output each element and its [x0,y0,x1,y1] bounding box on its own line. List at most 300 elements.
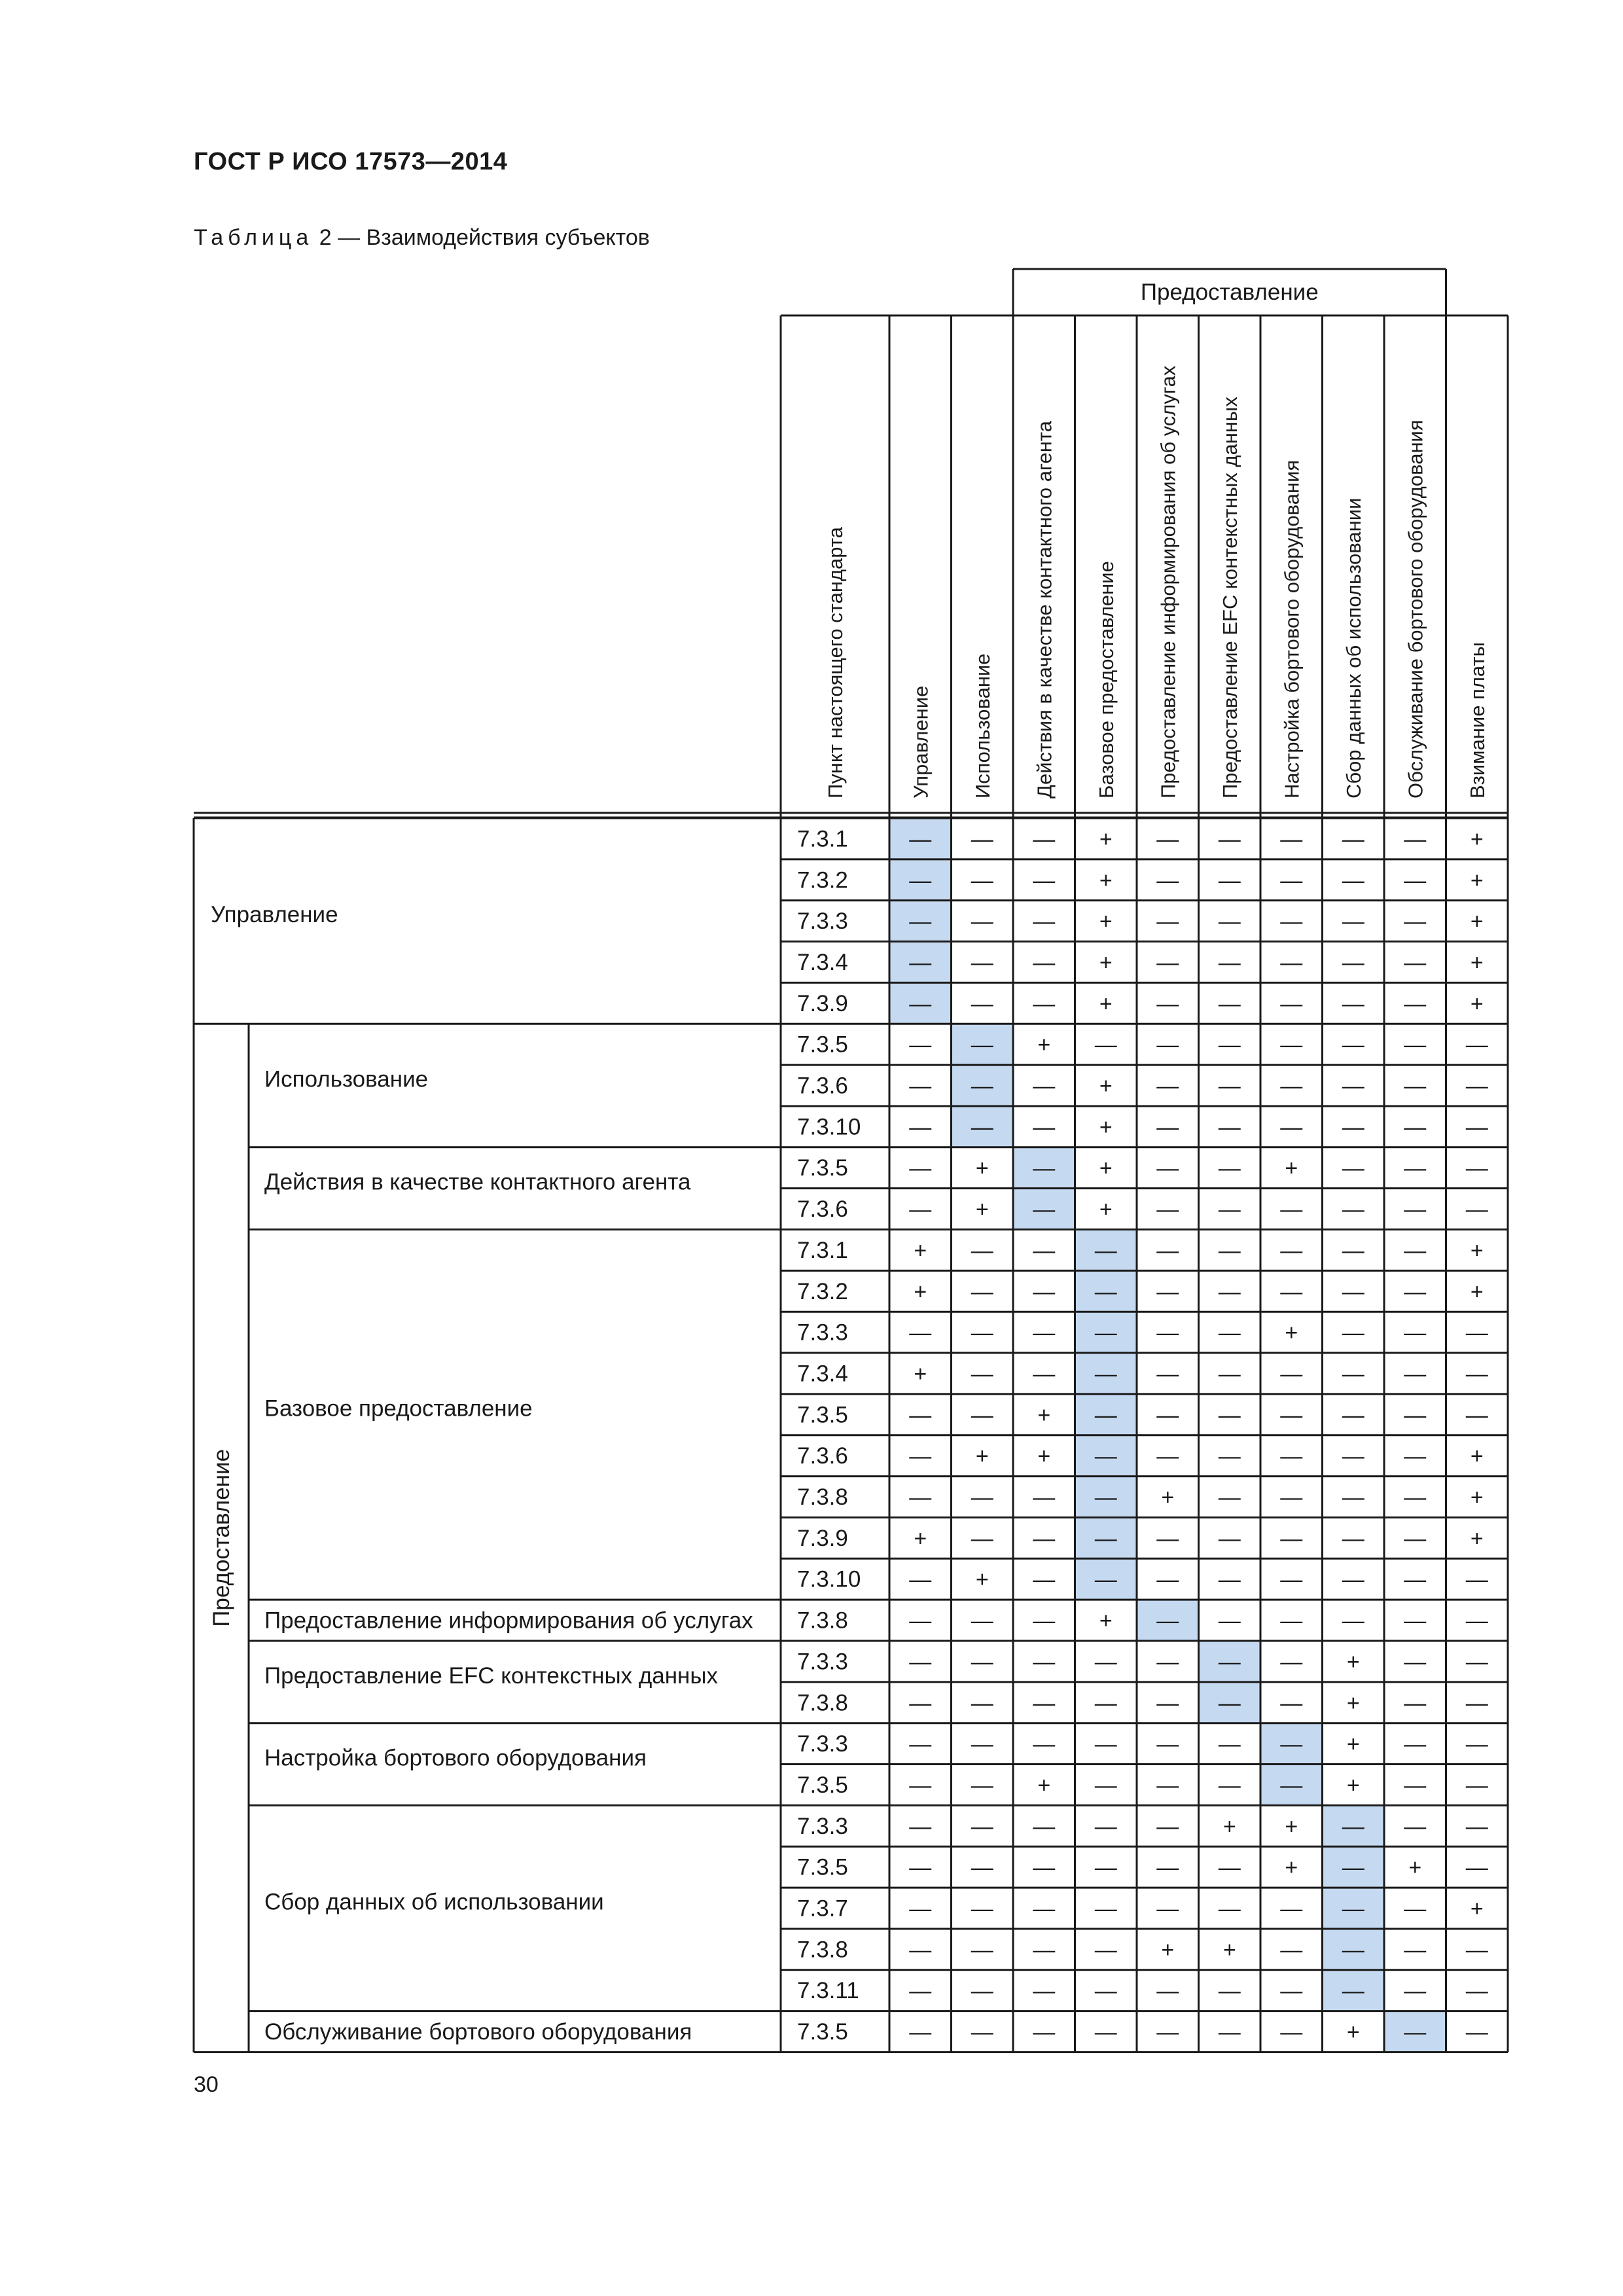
group-label: Сбор данных об использовании [264,1889,604,1915]
plus-mark: + [1222,1937,1236,1963]
dash-mark: — [1404,1772,1427,1798]
dash-mark: — [909,991,932,1016]
clause-cell: 7.3.3 [797,1319,848,1346]
clause-cell: 7.3.7 [797,1895,848,1922]
dash-mark: — [1094,1691,1117,1716]
dash-mark: — [1094,1361,1117,1387]
dash-mark: — [1094,1979,1117,2004]
dash-mark: — [1280,1979,1303,2004]
dash-mark: — [1404,1156,1427,1181]
dash-mark: — [1218,991,1241,1016]
dash-mark: — [1404,1279,1427,1304]
dash-mark: — [1465,1732,1488,1757]
dash-mark: — [1033,1814,1056,1839]
plus-mark: + [1099,827,1113,852]
dash-mark: — [909,1732,932,1757]
dash-mark: — [1094,1567,1117,1592]
dash-mark: — [1280,1772,1303,1798]
dash-mark: — [971,1115,993,1140]
dash-mark: — [1280,950,1303,975]
dash-mark: — [1156,1320,1179,1346]
dash-mark: — [1156,1526,1179,1551]
dash-mark: — [1218,827,1241,852]
dash-mark: — [1033,1937,1056,1963]
dash-mark: — [1280,2020,1303,2045]
dash-mark: — [1465,1937,1488,1963]
dash-mark: — [1033,1485,1056,1511]
dash-mark: — [1404,2020,1427,2045]
clause-cell: 7.3.6 [797,1443,848,1469]
dash-mark: — [1280,1691,1303,1716]
dash-mark: — [1342,1403,1364,1428]
dash-mark: — [1280,1937,1303,1963]
dash-mark: — [971,827,993,852]
dash-mark: — [909,1320,932,1346]
plus-mark: + [1470,1238,1484,1263]
dash-mark: — [1218,1115,1241,1140]
dash-mark: — [909,909,932,935]
dash-mark: — [909,1814,932,1839]
clause-cell: 7.3.4 [797,1361,848,1387]
group-header-label: Предоставление [1140,279,1319,305]
dash-mark: — [1218,1567,1241,1592]
dash-mark: — [1465,1608,1488,1634]
dash-mark: — [971,1855,993,1880]
dash-mark: — [1342,827,1364,852]
dash-mark: — [1218,1732,1241,1757]
dash-mark: — [1094,1937,1117,1963]
plus-mark: + [1346,1649,1360,1675]
plus-mark: + [1346,1732,1360,1757]
dash-mark: — [1218,1444,1241,1469]
dash-mark: — [1033,950,1056,975]
dash-mark: — [1280,1444,1303,1469]
dash-mark: — [909,1444,932,1469]
dash-mark: — [909,1032,932,1058]
dash-mark: — [1404,1361,1427,1387]
plus-mark: + [1099,991,1113,1016]
clause-cell: 7.3.5 [797,1772,848,1798]
plus-mark: + [1099,1156,1113,1181]
dash-mark: — [1280,1567,1303,1592]
column-header: Настройка бортового оборудования [1280,459,1304,798]
dash-mark: — [1465,1361,1488,1387]
dash-mark: — [971,1485,993,1511]
dash-mark: — [1094,1772,1117,1798]
dash-mark: — [909,1156,932,1181]
dash-mark: — [1156,1073,1179,1099]
dash-mark: — [1094,1444,1117,1469]
dash-mark: — [1156,868,1179,893]
dash-mark: — [1404,1197,1427,1223]
plus-mark: + [1346,1772,1360,1798]
plus-mark: + [1099,868,1113,893]
dash-mark: — [1404,1444,1427,1469]
plus-mark: + [914,1279,927,1304]
dash-mark: — [1404,1896,1427,1922]
dash-mark: — [1156,991,1179,1016]
dash-mark: — [1156,1772,1179,1798]
dash-mark: — [1033,991,1056,1016]
dash-mark: — [1218,1197,1241,1223]
dash-mark: — [1033,1238,1056,1263]
group-label: Обслуживание бортового оборудования [264,2019,692,2045]
plus-mark: + [1037,1444,1051,1469]
dash-mark: — [971,1979,993,2004]
dash-mark: — [1404,868,1427,893]
dash-mark: — [1404,827,1427,852]
dash-mark: — [1342,1979,1364,2004]
plus-mark: + [975,1197,989,1223]
dash-mark: — [1033,1979,1056,2004]
plus-mark: + [1222,1814,1236,1839]
clause-cell: 7.3.10 [797,1566,861,1592]
column-header: Обслуживание бортового оборудования [1404,420,1427,798]
dash-mark: — [1218,1156,1241,1181]
dash-mark: — [1465,1649,1488,1675]
dash-mark: — [909,1115,932,1140]
dash-mark: — [1218,1608,1241,1634]
plus-mark: + [1037,1772,1051,1798]
plus-mark: + [1099,1073,1113,1099]
dash-mark: — [1342,1937,1364,1963]
clause-cell: 7.3.1 [797,1237,848,1263]
plus-mark: + [1470,868,1484,893]
group-label: Настройка бортового оборудования [264,1745,647,1771]
dash-mark: — [971,1896,993,1922]
dash-mark: — [1404,1649,1427,1675]
dash-mark: — [909,1608,932,1634]
dash-mark: — [1156,1403,1179,1428]
dash-mark: — [1156,1361,1179,1387]
dash-mark: — [909,1979,932,2004]
dash-mark: — [1465,1567,1488,1592]
column-header: Предоставление информирования об услугах [1156,365,1180,798]
dash-mark: — [1033,1732,1056,1757]
dash-mark: — [1094,1526,1117,1551]
dash-mark: — [1218,1691,1241,1716]
dash-mark: — [1033,1156,1056,1181]
column-header: Базовое предоставление [1094,561,1118,798]
dash-mark: — [1465,1073,1488,1099]
dash-mark: — [1218,1361,1241,1387]
column-header: Пункт настоящего стандарта [824,527,847,798]
dash-mark: — [1404,1032,1427,1058]
dash-mark: — [1280,909,1303,935]
plus-mark: + [1037,1032,1051,1058]
plus-mark: + [975,1156,989,1181]
dash-mark: — [909,1649,932,1675]
dash-mark: — [971,1361,993,1387]
dash-mark: — [1465,1403,1488,1428]
dash-mark: — [971,1073,993,1099]
plus-mark: + [1470,991,1484,1016]
dash-mark: — [1156,1732,1179,1757]
plus-mark: + [1285,1855,1298,1880]
group-label: Базовое предоставление [264,1395,533,1422]
dash-mark: — [1156,1979,1179,2004]
dash-mark: — [909,1772,932,1798]
dash-mark: — [1404,1567,1427,1592]
plus-mark: + [1285,1814,1298,1839]
dash-mark: — [1404,1403,1427,1428]
dash-mark: — [909,827,932,852]
clause-cell: 7.3.2 [797,867,848,893]
dash-mark: — [1156,909,1179,935]
dash-mark: — [1280,1197,1303,1223]
dash-mark: — [1094,1732,1117,1757]
dash-mark: — [1156,2020,1179,2045]
clause-cell: 7.3.5 [797,1854,848,1880]
dash-mark: — [1156,1279,1179,1304]
dash-mark: — [971,1691,993,1716]
dash-mark: — [1342,1444,1364,1469]
plus-mark: + [1470,950,1484,975]
dash-mark: — [1218,1073,1241,1099]
dash-mark: — [909,1567,932,1592]
dash-mark: — [1156,1691,1179,1716]
dash-mark: — [1218,868,1241,893]
dash-mark: — [1033,827,1056,852]
dash-mark: — [909,1073,932,1099]
dash-mark: — [1280,1608,1303,1634]
dash-mark: — [1218,1279,1241,1304]
dash-mark: — [1156,1238,1179,1263]
dash-mark: — [1465,1156,1488,1181]
dash-mark: — [1033,1073,1056,1099]
dash-mark: — [971,1032,993,1058]
dash-mark: — [1033,868,1056,893]
plus-mark: + [1285,1320,1298,1346]
dash-mark: — [1342,909,1364,935]
dash-mark: — [1218,1485,1241,1511]
dash-mark: — [1280,1526,1303,1551]
dash-mark: — [1404,1073,1427,1099]
dash-mark: — [1342,1361,1364,1387]
dash-mark: — [1033,1567,1056,1592]
dash-mark: — [1094,1896,1117,1922]
group-label: Использование [264,1066,429,1092]
clause-cell: 7.3.5 [797,2019,848,2045]
table-caption-label: Таблица [194,225,313,250]
clause-cell: 7.3.11 [797,1978,859,2004]
dash-mark: — [1094,1649,1117,1675]
dash-mark: — [971,1526,993,1551]
dash-mark: — [1033,1649,1056,1675]
dash-mark: — [1218,1526,1241,1551]
dash-mark: — [909,2020,932,2045]
dash-mark: — [971,909,993,935]
dash-mark: — [1094,1485,1117,1511]
dash-mark: — [1094,1855,1117,1880]
dash-mark: — [1342,1197,1364,1223]
dash-mark: — [1094,1032,1117,1058]
dash-mark: — [971,1649,993,1675]
plus-mark: + [1099,950,1113,975]
dash-mark: — [1218,1320,1241,1346]
dash-mark: — [1156,1608,1179,1634]
dash-mark: — [1156,1444,1179,1469]
dash-mark: — [1465,1032,1488,1058]
dash-mark: — [1218,950,1241,975]
dash-mark: — [909,1937,932,1963]
dash-mark: — [1218,909,1241,935]
dash-mark: — [1465,1979,1488,2004]
dash-mark: — [1033,1320,1056,1346]
plus-mark: + [1470,909,1484,935]
dash-mark: — [1033,1896,1056,1922]
dash-mark: — [1033,1115,1056,1140]
dash-mark: — [1033,2020,1056,2045]
clause-cell: 7.3.8 [797,1690,848,1716]
dash-mark: — [1094,1320,1117,1346]
plus-mark: + [1470,1444,1484,1469]
dash-mark: — [1280,1485,1303,1511]
dash-mark: — [1404,1320,1427,1346]
dash-mark: — [1404,1814,1427,1839]
plus-mark: + [1346,2020,1360,2045]
dash-mark: — [1342,950,1364,975]
dash-mark: — [1342,1279,1364,1304]
dash-mark: — [1465,1691,1488,1716]
dash-mark: — [1218,1979,1241,2004]
column-header: Управление [909,685,933,798]
clause-cell: 7.3.3 [797,1731,848,1757]
dash-mark: — [1465,1320,1488,1346]
plus-mark: + [1346,1691,1360,1716]
plus-mark: + [1099,909,1113,935]
dash-mark: — [1342,1567,1364,1592]
dash-mark: — [909,1197,932,1223]
dash-mark: — [1156,827,1179,852]
plus-mark: + [1161,1937,1175,1963]
dash-mark: — [1156,1896,1179,1922]
dash-mark: — [971,868,993,893]
dash-mark: — [1404,1238,1427,1263]
dash-mark: — [1404,1937,1427,1963]
plus-mark: + [1161,1485,1175,1511]
dash-mark: — [971,1732,993,1757]
dash-mark: — [909,1403,932,1428]
dash-mark: — [1280,1279,1303,1304]
dash-mark: — [1342,1526,1364,1551]
dash-mark: — [909,1485,932,1511]
dash-mark: — [971,1403,993,1428]
dash-mark: — [909,1855,932,1880]
dash-mark: — [1033,1361,1056,1387]
dash-mark: — [1280,991,1303,1016]
dash-mark: — [1342,1032,1364,1058]
dash-mark: — [1280,827,1303,852]
clause-cell: 7.3.3 [797,1649,848,1675]
dash-mark: — [1156,1855,1179,1880]
group-label: Действия в качестве контактного агента [264,1169,691,1195]
dash-mark: — [1033,1608,1056,1634]
dash-mark: — [971,1608,993,1634]
column-header: Сбор данных об использовании [1342,497,1365,798]
column-header: Использование [971,653,994,798]
dash-mark: — [1033,1526,1056,1551]
plus-mark: + [1470,1279,1484,1304]
clause-cell: 7.3.5 [797,1402,848,1428]
dash-mark: — [1404,1526,1427,1551]
dash-mark: — [1156,1032,1179,1058]
dash-mark: — [909,1896,932,1922]
clause-cell: 7.3.1 [797,826,848,852]
dash-mark: — [971,1937,993,1963]
dash-mark: — [971,950,993,975]
dash-mark: — [1342,1855,1364,1880]
parent-group-label: Предоставление [209,1448,234,1627]
dash-mark: — [1094,1279,1117,1304]
plus-mark: + [1470,827,1484,852]
clause-cell: 7.3.4 [797,949,848,975]
group-label: Предоставление EFC контекстных данных [264,1662,719,1689]
dash-mark: — [1156,1567,1179,1592]
dash-mark: — [1465,2020,1488,2045]
dash-mark: — [1342,1073,1364,1099]
clause-cell: 7.3.8 [797,1484,848,1511]
dash-mark: — [1404,1691,1427,1716]
page-number: 30 [194,2072,219,2097]
dash-mark: — [1218,2020,1241,2045]
dash-mark: — [1342,868,1364,893]
clause-cell: 7.3.8 [797,1607,848,1634]
dash-mark: — [1280,1238,1303,1263]
dash-mark: — [1280,1115,1303,1140]
dash-mark: — [971,1772,993,1798]
dash-mark: — [909,868,932,893]
dash-mark: — [971,991,993,1016]
dash-mark: — [1218,1896,1241,1922]
plus-mark: + [975,1444,989,1469]
dash-mark: — [1465,1197,1488,1223]
plus-mark: + [975,1567,989,1592]
clause-cell: 7.3.5 [797,1031,848,1058]
dash-mark: — [1280,1073,1303,1099]
dash-mark: — [1156,1115,1179,1140]
document-title: ГОСТ Р ИСО 17573—2014 [194,148,508,175]
plus-mark: + [1470,1485,1484,1511]
column-header: Предоставление EFC контекстных данных [1218,397,1241,798]
dash-mark: — [1033,1855,1056,1880]
dash-mark: — [1218,1403,1241,1428]
dash-mark: — [1404,909,1427,935]
dash-mark: — [1094,1403,1117,1428]
plus-mark: + [1099,1115,1113,1140]
clause-cell: 7.3.8 [797,1937,848,1963]
dash-mark: — [1465,1855,1488,1880]
dash-mark: — [971,1238,993,1263]
dash-mark: — [1342,1115,1364,1140]
dash-mark: — [1404,1979,1427,2004]
plus-mark: + [1470,1896,1484,1922]
dash-mark: — [909,1691,932,1716]
dash-mark: — [1465,1814,1488,1839]
clause-cell: 7.3.2 [797,1278,848,1304]
dash-mark: — [1342,1156,1364,1181]
group-label: Предоставление информирования об услугах [264,1607,753,1634]
dash-mark: — [1033,1197,1056,1223]
dash-mark: — [1156,1649,1179,1675]
plus-mark: + [1285,1156,1298,1181]
dash-mark: — [1280,1403,1303,1428]
dash-mark: — [1342,1608,1364,1634]
dash-mark: — [909,950,932,975]
dash-mark: — [1404,1732,1427,1757]
dash-mark: — [1033,1279,1056,1304]
plus-mark: + [914,1526,927,1551]
